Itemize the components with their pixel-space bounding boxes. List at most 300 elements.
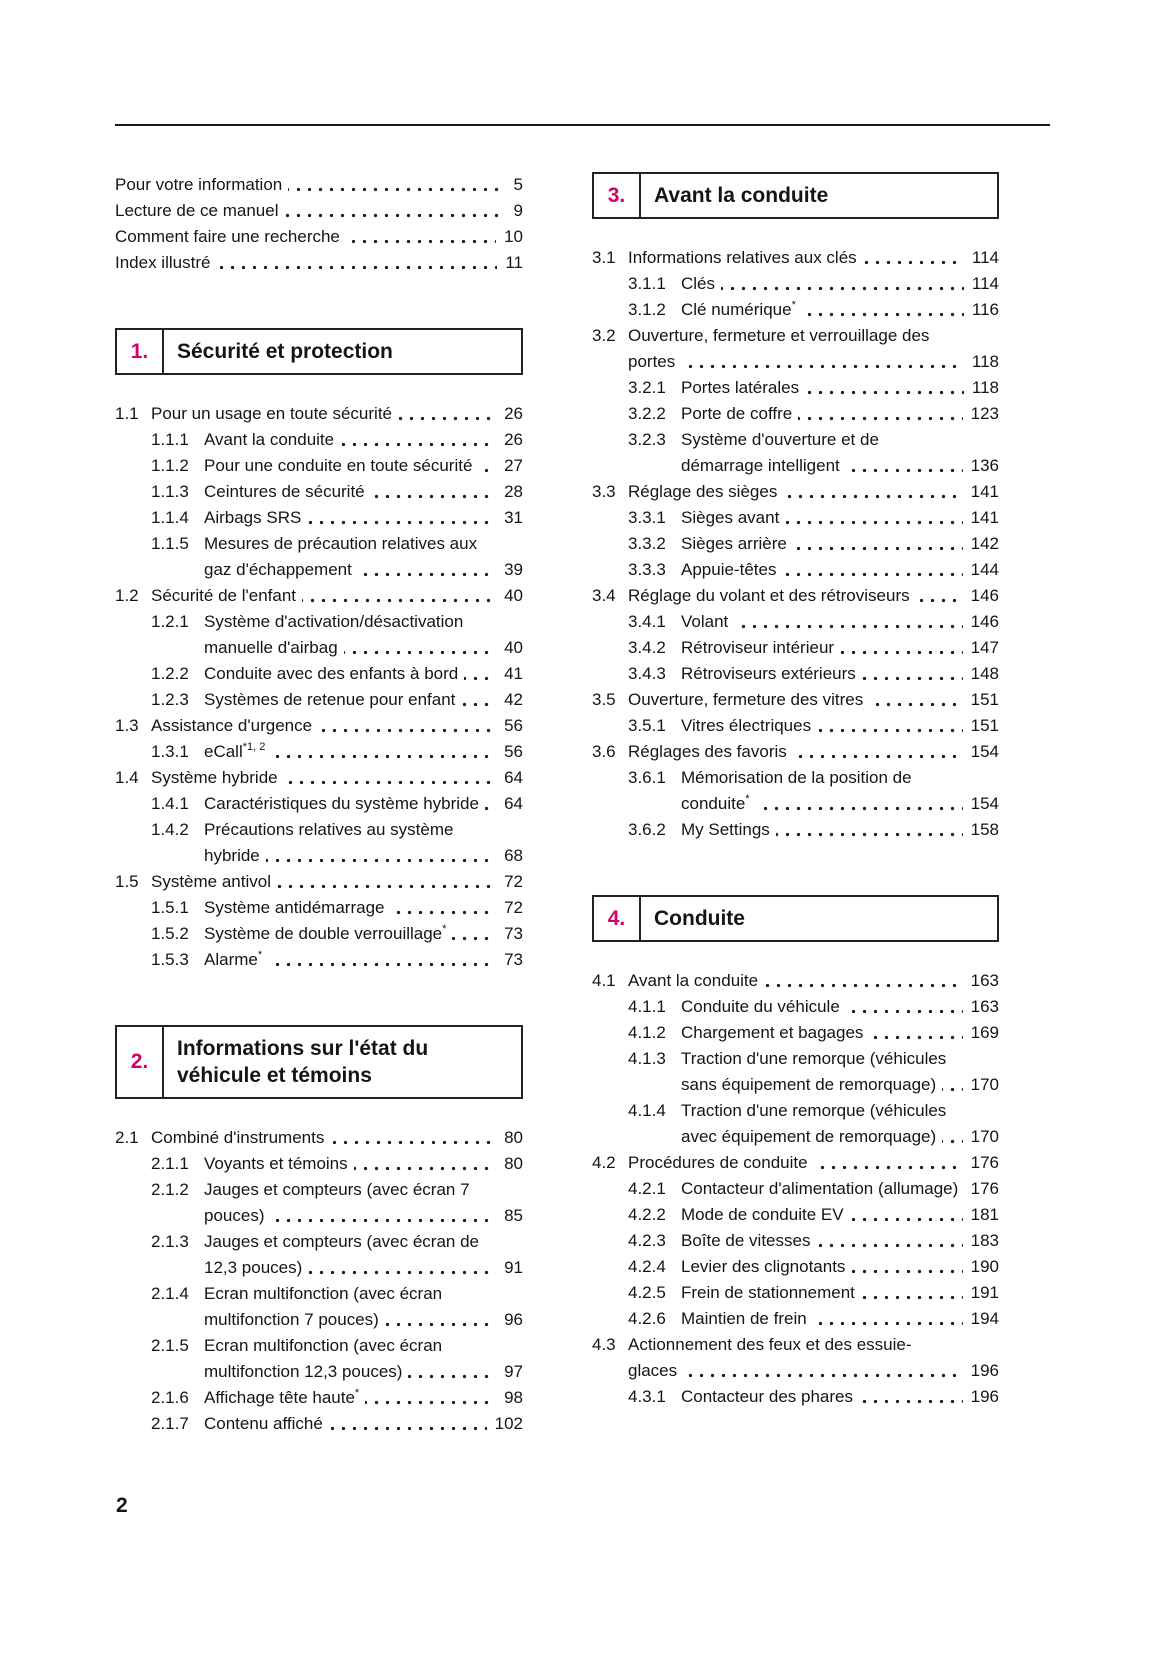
toc-entry bbox=[115, 791, 523, 817]
toc-entry-body bbox=[204, 609, 523, 661]
toc-entry-body bbox=[204, 1385, 523, 1411]
toc-entry-label: Traction d'une remorque (véhicules sans équipement de remorquage) bbox=[681, 1049, 947, 1094]
toc-entry-page: 26 bbox=[496, 401, 523, 427]
toc-entry-body bbox=[151, 713, 523, 739]
toc-entry-number: 4.2.1 bbox=[628, 1179, 666, 1198]
toc-entry bbox=[115, 1177, 523, 1229]
toc-entry-page: 56 bbox=[496, 713, 523, 739]
toc-entry bbox=[115, 609, 523, 661]
toc-entry-number: 1.5.3 bbox=[151, 950, 189, 969]
toc-entry-body bbox=[204, 1281, 523, 1333]
toc-entry-body bbox=[681, 609, 999, 635]
toc-entry-label: Systèmes de retenue pour enfant bbox=[204, 690, 461, 709]
toc-entry-body bbox=[204, 479, 523, 505]
toc-entry-number: 3.4.2 bbox=[628, 638, 666, 657]
toc-entry-body bbox=[151, 1125, 523, 1151]
toc-entry-body bbox=[681, 1046, 999, 1098]
toc-entry bbox=[592, 1332, 999, 1384]
toc-entry bbox=[592, 1046, 999, 1098]
toc-entry-number: 1.1.5 bbox=[151, 534, 189, 553]
toc-entry-label: Pour votre information bbox=[115, 175, 288, 194]
footnote-marker: * bbox=[257, 949, 263, 962]
toc-entry bbox=[592, 531, 999, 557]
section-title: Conduite bbox=[654, 907, 745, 930]
toc-entry bbox=[592, 1176, 999, 1202]
toc-entry-number: 4.1.2 bbox=[628, 1023, 666, 1042]
toc-entry bbox=[592, 713, 999, 739]
toc-entry-body bbox=[204, 505, 523, 531]
toc-entry-label: Rétroviseurs extérieurs bbox=[681, 664, 862, 683]
section-number: 1. bbox=[117, 330, 164, 373]
section-title: Informations sur l'état du véhicule et témoins bbox=[177, 1037, 429, 1087]
toc-entry-label: Index illustré bbox=[115, 253, 216, 272]
toc-entry-number: 1.2.2 bbox=[151, 664, 189, 683]
toc-entry-label: Rétroviseur intérieur bbox=[681, 638, 840, 657]
toc-entry-page: 56 bbox=[496, 739, 523, 765]
toc-entry bbox=[115, 921, 523, 947]
toc-entry-page: 158 bbox=[963, 817, 999, 843]
toc-entry-page: 176 bbox=[963, 1150, 999, 1176]
toc-entry-body bbox=[681, 1280, 999, 1306]
toc-entry-number: 3.4.3 bbox=[628, 664, 666, 683]
toc-entry-body bbox=[115, 224, 523, 250]
toc-entry-label: Mémorisation de la position de conduite* bbox=[681, 768, 912, 813]
toc-entry bbox=[115, 661, 523, 687]
toc-entry-page: 142 bbox=[963, 531, 999, 557]
toc-entry-number: 2.1.6 bbox=[151, 1388, 189, 1407]
toc-entry-body bbox=[628, 323, 999, 375]
toc-entry-page: 85 bbox=[496, 1203, 523, 1229]
section-heading bbox=[115, 328, 523, 375]
toc-entry-page: 5 bbox=[506, 172, 523, 198]
toc-entry bbox=[115, 895, 523, 921]
footnote-marker: *1, 2 bbox=[242, 741, 266, 754]
toc-entry bbox=[592, 427, 999, 479]
toc-entry-page: 194 bbox=[963, 1306, 999, 1332]
toc-entry-body bbox=[681, 635, 999, 661]
toc-entry-body bbox=[204, 661, 523, 687]
toc-entry-number: 1.4 bbox=[115, 768, 139, 787]
toc-entry-body bbox=[628, 1150, 999, 1176]
toc-entry bbox=[115, 479, 523, 505]
toc-entry-label: Réglage du volant et des rétroviseurs bbox=[628, 586, 916, 605]
toc-entry-page: 80 bbox=[496, 1125, 523, 1151]
toc-entry-page: 123 bbox=[963, 401, 999, 427]
toc-entry-label: Clés bbox=[681, 274, 721, 293]
toc-entry-page: 170 bbox=[963, 1072, 999, 1098]
toc-entry-body bbox=[681, 1254, 999, 1280]
toc-entry-page: 141 bbox=[963, 479, 999, 505]
toc-entry-page: 97 bbox=[496, 1359, 523, 1385]
toc-entry-body bbox=[681, 713, 999, 739]
toc-entry-page: 42 bbox=[496, 687, 523, 713]
toc-entry bbox=[115, 172, 523, 198]
toc-entry-number: 1.1.4 bbox=[151, 508, 189, 527]
left-column bbox=[115, 172, 523, 1437]
toc-entry bbox=[115, 505, 523, 531]
toc-entry-number: 4.2.6 bbox=[628, 1309, 666, 1328]
toc-entry-number: 2.1.7 bbox=[151, 1414, 189, 1433]
toc-entry-number: 1.3 bbox=[115, 716, 139, 735]
toc-entry-page: 40 bbox=[496, 635, 523, 661]
toc-entry bbox=[592, 297, 999, 323]
toc-entry-number: 2.1.2 bbox=[151, 1180, 189, 1199]
toc-entry-page: 9 bbox=[506, 198, 523, 224]
toc-entry-number: 2.1.1 bbox=[151, 1154, 189, 1173]
toc-entry-number: 3.2.2 bbox=[628, 404, 666, 423]
toc-entry bbox=[592, 245, 999, 271]
toc-entry bbox=[592, 1280, 999, 1306]
toc-entry-label: Avant la conduite bbox=[204, 430, 340, 449]
toc-entry bbox=[115, 453, 523, 479]
toc-entry-page: 102 bbox=[487, 1411, 523, 1437]
section-title: Avant la conduite bbox=[654, 184, 829, 207]
toc-entry-label: Porte de coffre bbox=[681, 404, 798, 423]
toc-entry-page: 196 bbox=[963, 1358, 999, 1384]
toc-entry-number: 4.1.1 bbox=[628, 997, 666, 1016]
toc-entry bbox=[115, 947, 523, 973]
toc-entry-label: My Settings bbox=[681, 820, 776, 839]
footnote-marker: * bbox=[442, 923, 447, 936]
toc-entry bbox=[592, 583, 999, 609]
toc-entry bbox=[592, 1384, 999, 1410]
toc-entry-number: 3.1.2 bbox=[628, 300, 666, 319]
toc-entry-number: 4.3.1 bbox=[628, 1387, 666, 1406]
toc-entry-page: 169 bbox=[963, 1020, 999, 1046]
toc-entry-label: Volant bbox=[681, 612, 734, 631]
toc-entry-label: Conduite avec des enfants à bord bbox=[204, 664, 464, 683]
toc-entry-number: 3.3 bbox=[592, 482, 616, 501]
toc-entry bbox=[592, 375, 999, 401]
toc-entry-body bbox=[204, 921, 523, 947]
toc-entry-label: Ecran multifonction (avec écran multifonction 7 pouces) bbox=[204, 1284, 443, 1329]
toc-entry-page: 114 bbox=[964, 271, 999, 297]
toc-entry-number: 2.1.4 bbox=[151, 1284, 189, 1303]
toc-entry-label: Ouverture, fermeture des vitres bbox=[628, 690, 869, 709]
toc-entry-label: Système antidémarrage bbox=[204, 898, 390, 917]
toc-entry-label: Procédures de conduite bbox=[628, 1153, 814, 1172]
toc-entry-body bbox=[204, 531, 523, 583]
toc-entry-body bbox=[204, 1177, 523, 1229]
toc-entry-label: Conduite du véhicule bbox=[681, 997, 846, 1016]
toc-entry-label: Boîte de vitesses bbox=[681, 1231, 816, 1250]
toc-entry-body bbox=[681, 994, 999, 1020]
footnote-marker: * bbox=[354, 1387, 360, 1400]
section-title: Sécurité et protection bbox=[177, 340, 393, 363]
toc-entry-number: 3.6.1 bbox=[628, 768, 666, 787]
toc-entry-page: 151 bbox=[963, 687, 999, 713]
toc-entry-page: 64 bbox=[496, 765, 523, 791]
toc-entry bbox=[592, 739, 999, 765]
toc-entry-body bbox=[204, 739, 523, 765]
toc-entry bbox=[115, 1385, 523, 1411]
toc-entry bbox=[115, 1125, 523, 1151]
toc-entry-number: 1.2 bbox=[115, 586, 139, 605]
toc-entry-number: 1.1.3 bbox=[151, 482, 189, 501]
toc-entry-label: Affichage tête haute* bbox=[204, 1388, 365, 1407]
toc-entry bbox=[592, 1228, 999, 1254]
toc-entry-label: Caractéristiques du système hybride bbox=[204, 794, 485, 813]
toc-entry-label: Appuie-têtes bbox=[681, 560, 782, 579]
toc-entry-body bbox=[204, 427, 523, 453]
toc-entry-label: Contenu affiché bbox=[204, 1414, 329, 1433]
toc-entry bbox=[115, 1281, 523, 1333]
toc-entry-body bbox=[115, 198, 523, 224]
toc-entry-body bbox=[681, 271, 999, 297]
toc-entry-page: 176 bbox=[963, 1176, 999, 1202]
section-entry-list bbox=[115, 401, 523, 973]
toc-entry bbox=[592, 1098, 999, 1150]
toc-entry-label: Ceintures de sécurité bbox=[204, 482, 371, 501]
toc-entry-number: 3.1 bbox=[592, 248, 616, 267]
toc-entry bbox=[115, 198, 523, 224]
toc-entry-label: Informations relatives aux clés bbox=[628, 248, 863, 267]
toc-entry-page: 183 bbox=[963, 1228, 999, 1254]
toc-entry bbox=[592, 968, 999, 994]
toc-entry-number: 4.3 bbox=[592, 1335, 616, 1354]
toc-entry-label: Comment faire une recherche bbox=[115, 227, 346, 246]
toc-entry bbox=[592, 271, 999, 297]
toc-entry-body bbox=[115, 250, 523, 276]
toc-entry-page: 170 bbox=[963, 1124, 999, 1150]
section-block bbox=[592, 895, 999, 1410]
toc-entry-page: 144 bbox=[963, 557, 999, 583]
toc-entry-label: Système de double verrouillage* bbox=[204, 924, 452, 943]
toc-entry-body bbox=[628, 687, 999, 713]
toc-entry-body bbox=[628, 245, 999, 271]
toc-entry-page: 64 bbox=[496, 791, 523, 817]
toc-entry-page: 146 bbox=[963, 583, 999, 609]
toc-entry-page: 114 bbox=[964, 245, 999, 271]
toc-entry-body bbox=[151, 583, 523, 609]
toc-entry bbox=[592, 765, 999, 817]
toc-entry-label: Voyants et témoins bbox=[204, 1154, 354, 1173]
toc-entry-body bbox=[204, 791, 523, 817]
toc-entry-label: Traction d'une remorque (véhicules avec équipement de remorquage) bbox=[681, 1101, 947, 1146]
toc-entry-number: 3.4 bbox=[592, 586, 616, 605]
toc-entry-number: 4.2.4 bbox=[628, 1257, 666, 1276]
toc-entry-label: Pour une conduite en toute sécurité bbox=[204, 456, 478, 475]
toc-entry-number: 4.2.2 bbox=[628, 1205, 666, 1224]
toc-entry-number: 3.6 bbox=[592, 742, 616, 761]
toc-entry-body bbox=[681, 557, 999, 583]
toc-entry bbox=[592, 1020, 999, 1046]
toc-entry-label: Levier des clignotants bbox=[681, 1257, 851, 1276]
toc-entry-number: 2.1.5 bbox=[151, 1336, 189, 1355]
toc-entry-label: Mesures de précaution relatives aux gaz d'échappement bbox=[204, 534, 478, 579]
toc-entry-label: Maintien de frein bbox=[681, 1309, 813, 1328]
toc-entry bbox=[592, 661, 999, 687]
toc-entry-page: 147 bbox=[963, 635, 999, 661]
toc-entry bbox=[115, 739, 523, 765]
footnote-marker: * bbox=[745, 793, 750, 806]
toc-entry-label: Lecture de ce manuel bbox=[115, 201, 285, 220]
toc-entry-label: Ecran multifonction (avec écran multifonction 12,3 pouces) bbox=[204, 1336, 443, 1381]
toc-entry-number: 2.1.3 bbox=[151, 1232, 189, 1251]
section-entry-list bbox=[115, 1125, 523, 1437]
toc-entry-body bbox=[681, 531, 999, 557]
front-matter-list bbox=[115, 172, 523, 276]
toc-entry bbox=[115, 1151, 523, 1177]
section-entry-list bbox=[592, 968, 999, 1410]
page-number: 2 bbox=[116, 1494, 128, 1517]
toc-entry-page: 191 bbox=[963, 1280, 999, 1306]
toc-entry bbox=[592, 687, 999, 713]
toc-entry-body bbox=[681, 1228, 999, 1254]
toc-entry bbox=[115, 427, 523, 453]
toc-entry bbox=[592, 1150, 999, 1176]
toc-entry-number: 2.1 bbox=[115, 1128, 139, 1147]
toc-entry bbox=[592, 1202, 999, 1228]
toc-entry-number: 3.4.1 bbox=[628, 612, 666, 631]
toc-entry-page: 163 bbox=[963, 968, 999, 994]
toc-entry-page: 80 bbox=[496, 1151, 523, 1177]
toc-entry-page: 196 bbox=[963, 1384, 999, 1410]
toc-entry-page: 72 bbox=[496, 895, 523, 921]
toc-entry-body bbox=[628, 583, 999, 609]
toc-entry-page: 154 bbox=[963, 791, 999, 817]
toc-entry bbox=[592, 557, 999, 583]
toc-entry-label: Sécurité de l'enfant bbox=[151, 586, 302, 605]
section-heading bbox=[592, 172, 999, 219]
toc-entry-label: Contacteur d'alimentation (allumage) bbox=[681, 1179, 964, 1198]
toc-entry bbox=[592, 1254, 999, 1280]
toc-entry bbox=[592, 817, 999, 843]
toc-entry-body bbox=[628, 1332, 999, 1384]
toc-entry-page: 181 bbox=[963, 1202, 999, 1228]
toc-entry-page: 41 bbox=[496, 661, 523, 687]
toc-entry-number: 1.4.1 bbox=[151, 794, 189, 813]
toc-entry bbox=[592, 401, 999, 427]
toc-entry-body bbox=[628, 479, 999, 505]
toc-entry-page: 10 bbox=[496, 224, 523, 250]
section-block bbox=[115, 1025, 523, 1437]
toc-entry-page: 27 bbox=[496, 453, 523, 479]
toc-entry-label: Pour un usage en toute sécurité bbox=[151, 404, 398, 423]
toc-entry-number: 4.1.3 bbox=[628, 1049, 666, 1068]
toc-entry-label: Chargement et bagages bbox=[681, 1023, 869, 1042]
toc-entry-number: 1.1 bbox=[115, 404, 139, 423]
toc-entry-page: 98 bbox=[496, 1385, 523, 1411]
toc-entry bbox=[115, 583, 523, 609]
toc-entry-body bbox=[151, 401, 523, 427]
toc-entry-number: 1.1.1 bbox=[151, 430, 189, 449]
toc-entry-label: Avant la conduite bbox=[628, 971, 764, 990]
toc-entry-body bbox=[681, 427, 999, 479]
toc-entry bbox=[592, 635, 999, 661]
toc-entry-number: 1.5.2 bbox=[151, 924, 189, 943]
section-entry-list bbox=[592, 245, 999, 843]
section-number: 2. bbox=[117, 1027, 164, 1097]
toc-entry bbox=[115, 713, 523, 739]
toc-entry-page: 190 bbox=[963, 1254, 999, 1280]
toc-entry-body bbox=[204, 895, 523, 921]
toc-entry-page: 40 bbox=[496, 583, 523, 609]
toc-entry-number: 3.2 bbox=[592, 326, 616, 345]
toc-entry-label: Sièges arrière bbox=[681, 534, 793, 553]
toc-entry-label: Vitres électriques bbox=[681, 716, 817, 735]
toc-entry-label: Actionnement des feux et des essuie-glaces bbox=[628, 1335, 912, 1380]
toc-entry-page: 141 bbox=[963, 505, 999, 531]
toc-entry-label: Sièges avant bbox=[681, 508, 785, 527]
toc-entry-page: 148 bbox=[963, 661, 999, 687]
toc-columns bbox=[115, 172, 999, 1437]
toc-entry bbox=[115, 401, 523, 427]
toc-entry-page: 163 bbox=[963, 994, 999, 1020]
toc-entry-number: 1.1.2 bbox=[151, 456, 189, 475]
toc-entry-page: 72 bbox=[496, 869, 523, 895]
toc-entry-page: 151 bbox=[963, 713, 999, 739]
toc-entry-page: 136 bbox=[963, 453, 999, 479]
toc-entry-page: 91 bbox=[496, 1255, 523, 1281]
toc-entry-body bbox=[681, 661, 999, 687]
toc-entry-page: 118 bbox=[964, 349, 999, 375]
toc-entry-number: 1.2.3 bbox=[151, 690, 189, 709]
toc-entry-label: Airbags SRS bbox=[204, 508, 307, 527]
toc-entry-number: 4.2 bbox=[592, 1153, 616, 1172]
toc-entry-label: Système hybride bbox=[151, 768, 284, 787]
toc-entry bbox=[115, 1229, 523, 1281]
toc-entry-number: 3.3.1 bbox=[628, 508, 666, 527]
toc-entry-label: Portes latérales bbox=[681, 378, 805, 397]
toc-entry-body bbox=[151, 765, 523, 791]
toc-entry bbox=[592, 609, 999, 635]
section-block bbox=[115, 328, 523, 973]
toc-entry-label: Contacteur des phares bbox=[681, 1387, 859, 1406]
toc-entry-body bbox=[204, 1411, 523, 1437]
toc-entry-label: Combiné d'instruments bbox=[151, 1128, 330, 1147]
toc-entry-number: 3.3.3 bbox=[628, 560, 666, 579]
toc-entry-body bbox=[204, 1229, 523, 1281]
toc-entry-label: Réglage des sièges bbox=[628, 482, 783, 501]
toc-entry-label: Jauges et compteurs (avec écran de 12,3 pouces) bbox=[204, 1232, 479, 1277]
toc-entry-body bbox=[681, 1202, 999, 1228]
toc-entry bbox=[592, 994, 999, 1020]
toc-entry-body bbox=[204, 453, 523, 479]
toc-entry-page: 28 bbox=[496, 479, 523, 505]
toc-entry-body bbox=[681, 375, 999, 401]
toc-entry bbox=[115, 250, 523, 276]
toc-entry-body bbox=[681, 505, 999, 531]
toc-entry-page: 73 bbox=[496, 947, 523, 973]
toc-entry bbox=[115, 869, 523, 895]
toc-entry-body bbox=[628, 739, 999, 765]
top-rule bbox=[115, 124, 1050, 126]
toc-entry bbox=[115, 765, 523, 791]
toc-entry-label: Frein de stationnement bbox=[681, 1283, 861, 1302]
toc-entry-number: 1.5 bbox=[115, 872, 139, 891]
toc-entry-body bbox=[681, 1176, 999, 1202]
toc-entry-page: 96 bbox=[496, 1307, 523, 1333]
toc-entry-label: Jauges et compteurs (avec écran 7 pouces) bbox=[204, 1180, 470, 1225]
toc-entry-number: 3.2.1 bbox=[628, 378, 666, 397]
toc-entry-label: Alarme* bbox=[204, 950, 268, 969]
toc-entry-number: 4.1 bbox=[592, 971, 616, 990]
toc-entry bbox=[115, 1411, 523, 1437]
toc-entry-label: Précautions relatives au système hybride bbox=[204, 820, 454, 865]
toc-entry bbox=[115, 531, 523, 583]
toc-entry-page: 11 bbox=[497, 250, 523, 276]
toc-entry-body bbox=[681, 1098, 999, 1150]
toc-entry bbox=[592, 1306, 999, 1332]
toc-entry-page: 68 bbox=[496, 843, 523, 869]
toc-entry-number: 1.2.1 bbox=[151, 612, 189, 631]
toc-entry bbox=[115, 1333, 523, 1385]
toc-entry-label: Ouverture, fermeture et verrouillage des portes bbox=[628, 326, 930, 371]
toc-entry-page: 146 bbox=[963, 609, 999, 635]
section-number: 3. bbox=[594, 174, 641, 217]
toc-entry-number: 4.2.3 bbox=[628, 1231, 666, 1250]
